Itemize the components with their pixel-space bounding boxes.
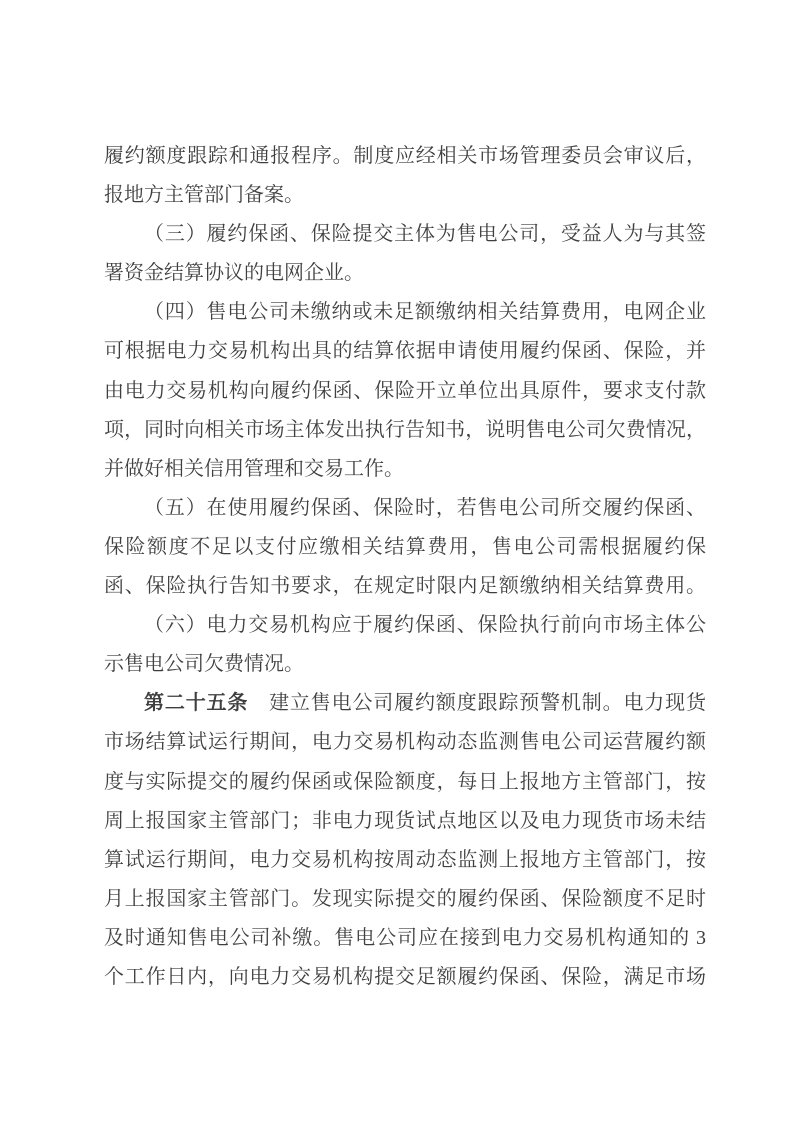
text-line: 及时通知售电公司补缴。售电公司应在接到电力交易机构通知的 3: [104, 926, 706, 949]
text-line: 履约额度跟踪和通报程序。制度应经相关市场管理委员会审议后，: [104, 145, 706, 167]
text-line: （三）履约保函、保险提交主体为售电公司，受益人为与其签: [144, 223, 706, 246]
text-line: 并做好相关信用管理和交易工作。: [104, 457, 404, 480]
text-line: 署资金结算协议的电网企业。: [104, 262, 364, 285]
text-line: 市场结算试运行期间，电力交易机构动态监测售电公司运营履约额: [104, 731, 706, 754]
text-line: （六）电力交易机构应于履约保函、保险执行前向市场主体公: [144, 614, 706, 637]
para-continuation: [104, 137, 706, 215]
text-line: 报地方主管部门备案。: [104, 184, 304, 207]
text-line: 函、保险执行告知书要求，在规定时限内足额缴纳相关结算费用。: [104, 575, 706, 598]
para-item-6: [104, 606, 706, 684]
article-number: 第二十五条: [144, 692, 249, 715]
text-line: 周上报国家主管部门；非电力现货试点地区以及电力现货市场未结: [104, 809, 706, 832]
text-line: 第二十五条 建立售电公司履约额度跟踪预警机制。电力现货: [144, 692, 707, 715]
text-line: （五）在使用履约保函、保险时，若售电公司所交履约保函、: [144, 496, 706, 519]
text-line: 度与实际提交的履约保函或保险额度，每日上报地方主管部门，按: [104, 770, 706, 793]
text-line: 示售电公司欠费情况。: [104, 653, 304, 676]
text-line: 月上报国家主管部门。发现实际提交的履约保函、保险额度不足时: [104, 887, 706, 910]
text-line: 算试运行期间，电力交易机构按周动态监测上报地方主管部门，按: [104, 848, 706, 871]
text-line: 保险额度不足以支付应缴相关结算费用，售电公司需根据履约保: [104, 535, 706, 558]
para-article-25: [104, 684, 706, 997]
text-line: 可根据电力交易机构出具的结算依据申请使用履约保函、保险，并: [104, 340, 706, 363]
text-line: 项，同时向相关市场主体发出执行告知书，说明售电公司欠费情况，: [104, 418, 706, 441]
para-item-3: [104, 215, 706, 293]
text-line: 个工作日内，向电力交易机构提交足额履约保函、保险，满足市场: [104, 965, 706, 988]
text-line: （四）售电公司未缴纳或未足额缴纳相关结算费用，电网企业: [144, 301, 706, 324]
para-item-4: [104, 293, 706, 488]
text-line: 由电力交易机构向履约保函、保险开立单位出具原件，要求支付款: [104, 379, 706, 402]
para-item-5: [104, 489, 706, 606]
